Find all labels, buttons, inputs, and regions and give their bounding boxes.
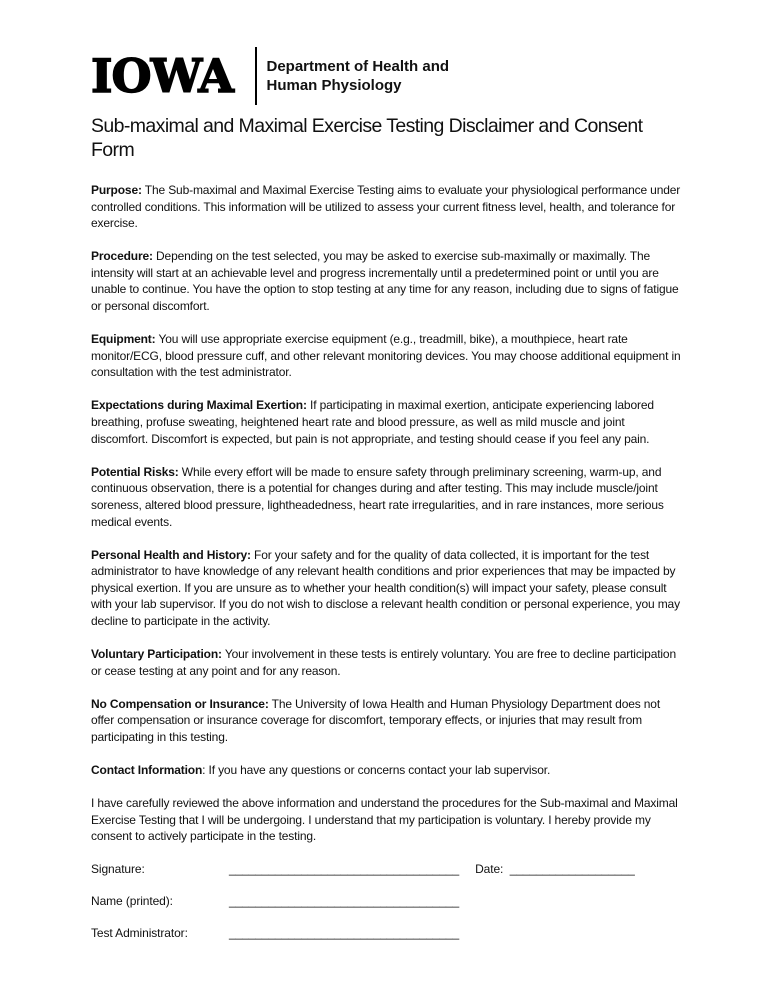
section-health-history <box>91 547 681 630</box>
section-compensation <box>91 696 681 746</box>
section-voluntary <box>91 646 681 679</box>
section-label: Equipment: <box>91 332 156 347</box>
section-text: The University of Iowa Health and Human Physiology Department does not offer compensation or insurance coverage for discomfort, temporary effects, or injuries that may result from participating in this testing. <box>91 696 661 744</box>
section-equipment <box>91 331 681 381</box>
section-text: : If you have any questions or concerns contact your lab supervisor. <box>202 763 551 778</box>
signature-field[interactable]: ___________________________________ <box>229 862 460 877</box>
section-text: If participating in maximal exertion, anticipate experiencing labored breathing, profuse sweating, heightened heart rate and blood pressure, as well as mild muscle and joint discomfort. Discomfort is expected, but pain is not appropriate, and testing should cease if you feel any pain. <box>91 398 654 446</box>
date-label: Date: <box>475 862 504 877</box>
date-group <box>475 861 635 877</box>
section-label: Contact Information <box>91 763 203 778</box>
section-label: Potential Risks: <box>91 464 179 479</box>
signature-label: Signature: <box>91 862 145 877</box>
name-field[interactable]: ___________________________________ <box>229 894 460 909</box>
section-label: Expectations during Maximal Exertion: <box>91 398 307 413</box>
name-label: Name (printed): <box>91 894 173 909</box>
section-text: While every effort will be made to ensure safety through preliminary screening, warm-up, and continuous observation, there is a potential for changes during and after testing. This may include muscle/joint soreness, altered blood pressure, lightheadedness, heart rate irregularities, and in rare instances, more serious medical events. <box>91 464 664 529</box>
department-logo <box>91 46 681 106</box>
section-risks <box>91 464 681 530</box>
section-text: Depending on the test selected, you may be asked to exercise sub-maximally or maximally. The intensity will start at an achievable level and progress incrementally until a predetermined point or until you are unable to continue. You have the option to stop testing at any time for any reason, including due to signs of fatigue or personal discomfort. <box>91 249 679 314</box>
signature-row <box>91 861 681 877</box>
section-contact <box>91 762 681 779</box>
department-line-1: Department of Health and <box>266 58 450 75</box>
department-name <box>267 57 450 95</box>
section-text: The Sub-maximal and Maximal Exercise Testing aims to evaluate your physiological performance under controlled conditions. This information will be utilized to assess your current fitness level, health, and tolerance for exercise. <box>91 183 681 231</box>
admin-field[interactable]: ___________________________________ <box>229 926 460 941</box>
department-line-2: Human Physiology <box>266 77 402 94</box>
iowa-wordmark: IOWA <box>91 49 233 103</box>
section-expectations <box>91 397 681 447</box>
form-body <box>91 182 681 845</box>
section-label: Personal Health and History: <box>91 547 251 562</box>
admin-label: Test Administrator: <box>91 926 188 941</box>
logo-divider <box>255 47 257 105</box>
name-row <box>91 893 681 909</box>
section-label: Purpose: <box>91 183 142 197</box>
consent-statement: I have carefully reviewed the above information and understand the procedures for the Sub-maximal and Maximal Exercise Testing that I will be undergoing. I understand that my participation is voluntary. I hereby provide my consent to actively participate in the testing. <box>91 796 678 844</box>
section-text: Your involvement in these tests is entirely voluntary. You are free to decline participation or cease testing at any point and for any reason. <box>91 647 676 678</box>
date-field[interactable]: ___________________ <box>509 862 635 877</box>
form-title: Sub-maximal and Maximal Exercise Testing Disclaimer and Consent Form <box>91 115 643 161</box>
section-text: For your safety and for the quality of data collected, it is important for the test administrator to have knowledge of any relevant health conditions and prior experiences that may be impacted by physical exertion. If you are unsure as to whether your health condition(s) will impact your safety, please consult with your lab supervisor. If you do not wish to disclose a relevant health condition or personal experience, you may decline to participate in the activity. <box>91 547 680 628</box>
section-procedure <box>91 248 681 314</box>
section-label: No Compensation or Insurance: <box>91 696 269 711</box>
section-label: Procedure: <box>91 249 153 264</box>
admin-row <box>91 925 681 941</box>
section-purpose <box>91 182 681 232</box>
section-text: You will use appropriate exercise equipment (e.g., treadmill, bike), a mouthpiece, heart rate monitor/ECG, blood pressure cuff, and other relevant monitoring devices. You may choose additional equipment in consultation with the test administrator. <box>91 332 681 380</box>
section-label: Voluntary Participation: <box>91 647 222 662</box>
